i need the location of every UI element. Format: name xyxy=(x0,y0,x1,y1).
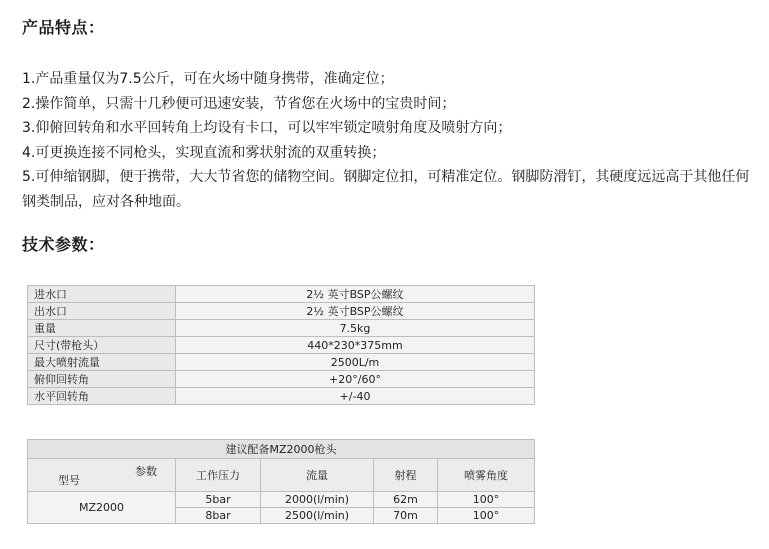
table-cell: 2500(l/min) xyxy=(261,508,374,524)
table-row xyxy=(28,320,535,337)
features-heading: 产品特点： xyxy=(22,18,105,37)
table-caption-row xyxy=(28,440,535,459)
column-header: 工作压力 xyxy=(176,459,261,492)
spec-value: 2½ 英寸BSP公螺纹 xyxy=(176,286,535,303)
feature-item: 3.仰俯回转角和水平回转角上均设有卡口，可以牢牢锁定喷射角度及喷射方向； xyxy=(22,120,512,136)
model-cell: MZ2000 xyxy=(28,492,176,524)
spec-key: 最大喷射流量 xyxy=(28,354,176,371)
spec-value: 7.5kg xyxy=(176,320,535,337)
nozzle-table xyxy=(27,439,535,524)
table-row xyxy=(28,337,535,354)
spec-key: 出水口 xyxy=(28,303,176,320)
spec-value: 2½ 英寸BSP公螺纹 xyxy=(176,303,535,320)
table-row xyxy=(28,303,535,320)
diag-label-model: 型号 xyxy=(58,474,80,487)
spec-value: +20°/60° xyxy=(176,371,535,388)
table-row xyxy=(28,354,535,371)
table-row xyxy=(28,286,535,303)
specs-heading: 技术参数： xyxy=(22,235,105,254)
spec-key: 进水口 xyxy=(28,286,176,303)
table-cell: 5bar xyxy=(176,492,261,508)
column-header: 喷雾角度 xyxy=(438,459,535,492)
diagonal-header-cell xyxy=(28,459,176,492)
column-header: 流量 xyxy=(261,459,374,492)
column-header: 射程 xyxy=(374,459,438,492)
nozzle-caption: 建议配备MZ2000枪头 xyxy=(28,440,535,459)
diag-label-params: 参数 xyxy=(135,465,157,478)
table-cell: 100° xyxy=(438,508,535,524)
spec-value: +/-40 xyxy=(176,388,535,405)
table-row xyxy=(28,388,535,405)
table-row xyxy=(28,371,535,388)
spec-key: 尺寸(带枪头） xyxy=(28,337,176,354)
features-list xyxy=(22,67,757,214)
table-cell: 100° xyxy=(438,492,535,508)
table-cell: 8bar xyxy=(176,508,261,524)
spec-key: 重量 xyxy=(28,320,176,337)
spec-value: 440*230*375mm xyxy=(176,337,535,354)
table-row xyxy=(28,492,535,508)
feature-item: 1.产品重量仅为7.5公斤，可在火场中随身携带，准确定位； xyxy=(22,71,394,87)
table-header-row xyxy=(28,459,535,492)
spec-table xyxy=(27,285,535,405)
spec-key: 水平回转角 xyxy=(28,388,176,405)
feature-item: 5.可伸缩钢脚，便于携带，大大节省您的储物空间。钢脚定位扣，可精准定位。钢脚防滑钉，其硬度远远高于其他任何钢类制品，应对各种地面。 xyxy=(22,169,750,210)
spec-key: 俯仰回转角 xyxy=(28,371,176,388)
table-cell: 62m xyxy=(374,492,438,508)
feature-item: 4.可更换连接不同枪头，实现直流和雾状射流的双重转换； xyxy=(22,144,386,161)
table-cell: 70m xyxy=(374,508,438,524)
spec-value: 2500L/m xyxy=(176,354,535,371)
table-cell: 2000(l/min) xyxy=(261,492,374,508)
feature-item: 2.操作简单，只需十几秒便可迅速安装，节省您在火场中的宝贵时间； xyxy=(22,95,456,112)
